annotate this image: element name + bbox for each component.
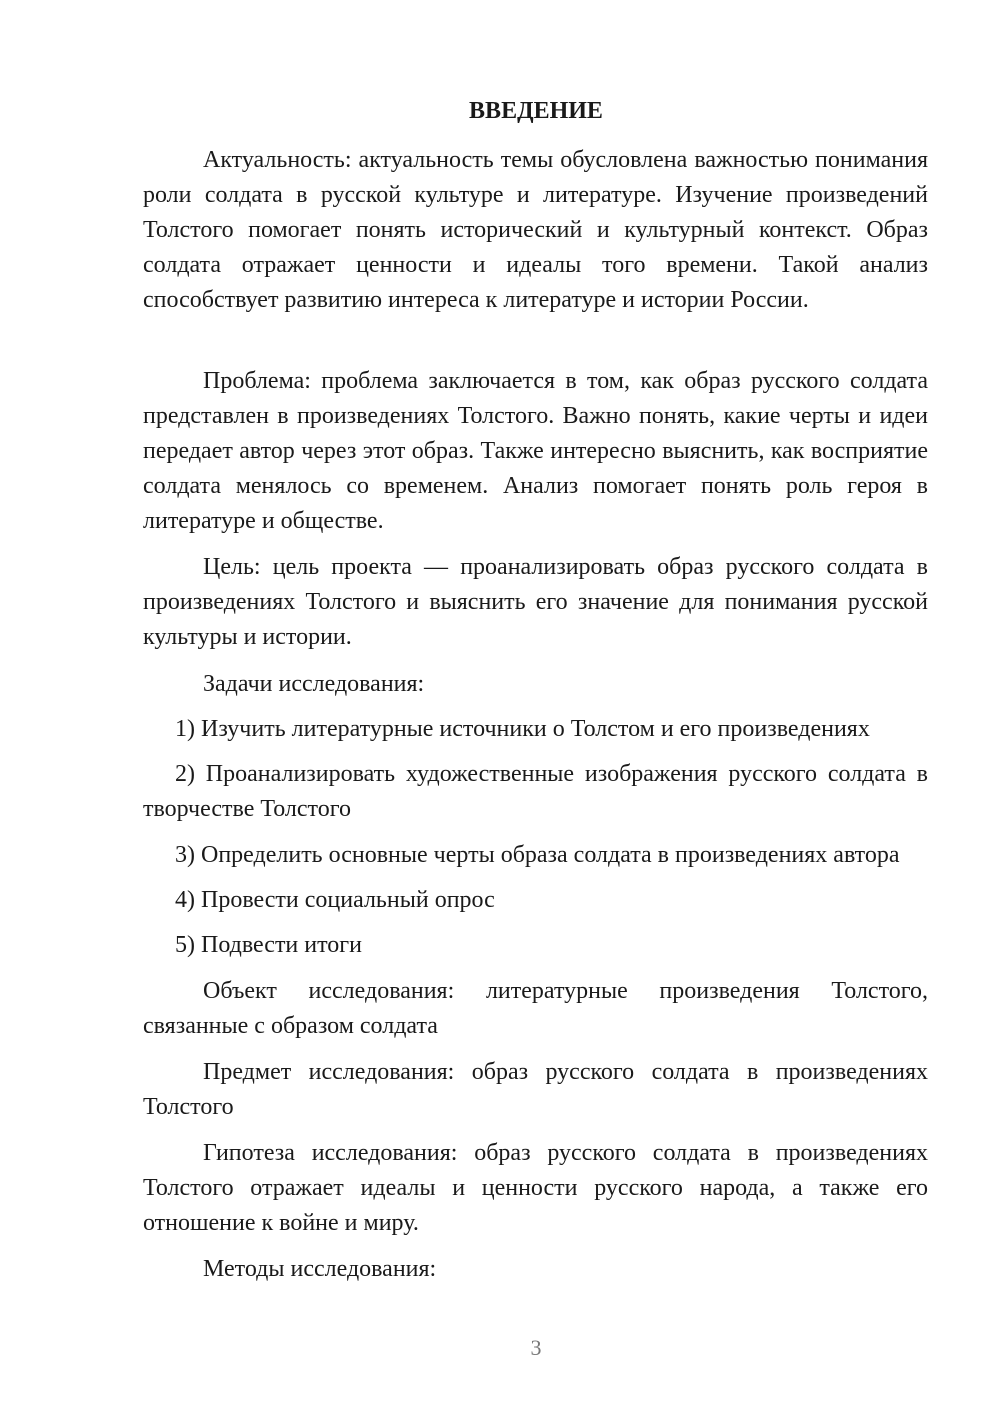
paragraph-hypothesis: Гипотеза исследования: образ русского солдата в произведениях Толстого отражает идеалы и ценности русского народа, а также его отношение к войне и миру. <box>143 1140 928 1236</box>
paragraph-methods: Методы исследования: <box>203 1256 437 1282</box>
paragraph-problem: Проблема: проблема заключается в том, как образ русского солдата представлен в произведениях Толстого. Важно понять, какие черты и идеи передает автор через этот образ. Также интересно выяснить, как восприятие солдата менялось со временем. Анализ помогает понять роль героя в литературе и обществе. <box>143 368 928 534</box>
section-heading: ВВЕДЕНИЕ <box>469 98 603 124</box>
task-item-5: 5) Подвести итоги <box>175 932 362 958</box>
paragraph-goal: Цель: цель проекта — проанализировать образ русского солдата в произведениях Толстого и выяснить его значение для понимания русской культуры и истории. <box>143 554 928 650</box>
paragraph-object: Объект исследования: литературные произведения Толстого, связанные с образом солдата <box>143 978 928 1039</box>
paragraph-tasks-title: Задачи исследования: <box>203 671 425 697</box>
task-item-1: 1) Изучить литературные источники о Толстом и его произведениях <box>175 716 870 742</box>
task-item-2: 2) Проанализировать художественные изображения русского солдата в творчестве Толстого <box>143 761 928 822</box>
task-item-3: 3) Определить основные черты образа солдата в произведениях автора <box>175 842 900 868</box>
paragraph-subject: Предмет исследования: образ русского солдата в произведениях Толстого <box>143 1059 928 1120</box>
task-item-4: 4) Провести социальный опрос <box>175 887 495 913</box>
page-number: 3 <box>530 1335 542 1360</box>
paragraph-relevance: Актуальность: актуальность темы обусловлена важностью понимания роли солдата в русской культуре и литературе. Изучение произведений Толстого помогает понять исторический и культурный контекст. Образ солдата отражает ценности и идеалы того времени. Такой анализ способствует развитию интереса к литературе и истории России. <box>143 147 928 313</box>
